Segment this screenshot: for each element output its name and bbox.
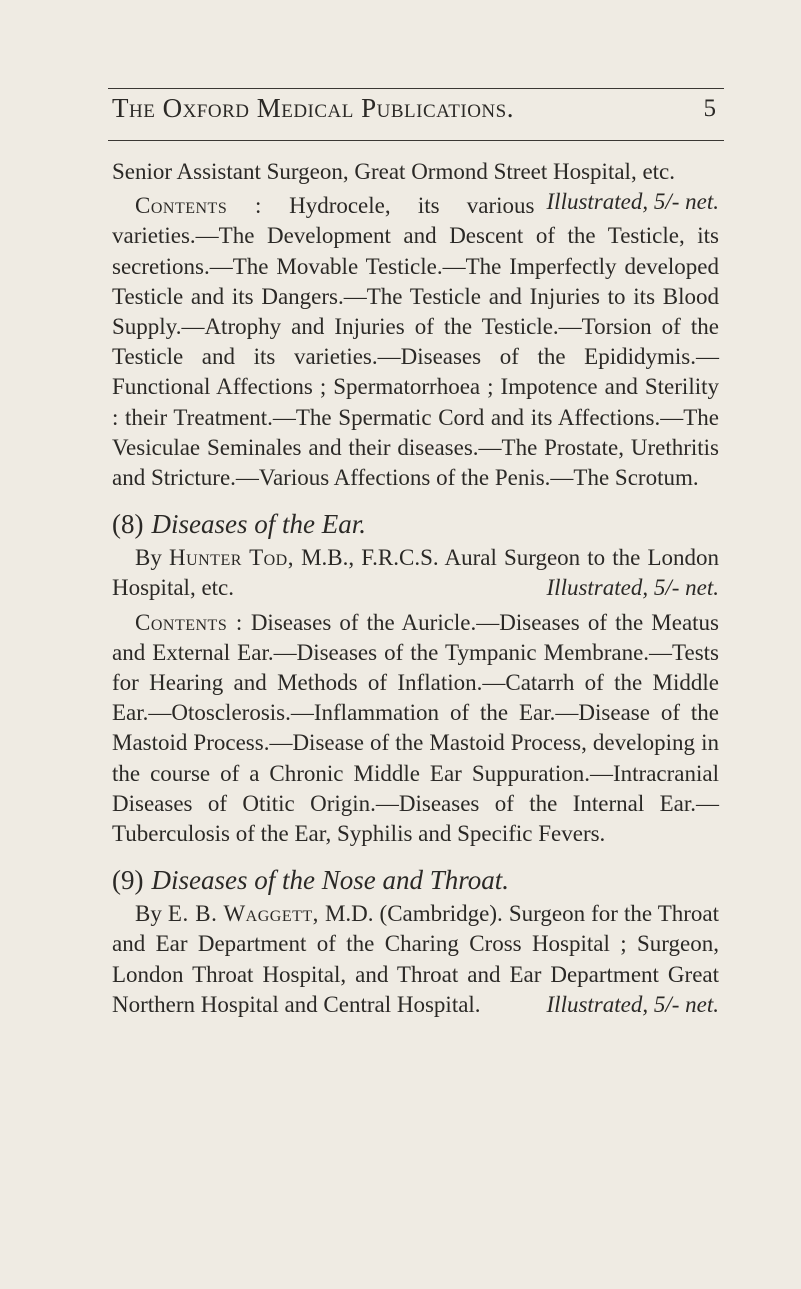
- entry-contents: [112, 608, 719, 850]
- contents-text: Hydrocele, its various varieties.—The Development and Descent of the Testicle, its secretions.—The Movable Testicle.—The Imperfectly developed Testicle and its Dangers.—The Testicle and Injuries to its Blood Supply.—Atrophy and Injuries of the Testicle.—Torsion of the Testicle and its varieties.—Diseases of the Epididymis.—Functional Affections ; Spermatorrhoea ; Impotence and Sterility : their Treatment.—The Spermatic Cord and its Affections.—The Vesiculae Seminales and their diseases.—The Prostate, Urethritis and Stricture.—Various Affections of the Penis.—The Scrotum.: [112, 193, 719, 491]
- page-body: [112, 157, 719, 1020]
- price-label: Illustrated, 5/- net.: [546, 575, 719, 601]
- running-title: The Oxford Medical Publications.: [112, 93, 514, 123]
- entry-byline: [112, 899, 719, 1020]
- entry-contents: [112, 191, 719, 493]
- byline-text: Senior Assistant Surgeon, Great Ormond Street Hospital, etc.: [112, 159, 675, 184]
- price-label: Illustrated, 5/- net.: [546, 991, 719, 1017]
- page-number: 5: [703, 95, 716, 122]
- price-label: Illustrated, 5/- net.: [546, 189, 719, 215]
- section-number: (9): [112, 865, 144, 896]
- section-title: Diseases of the Ear.: [151, 509, 366, 540]
- author-name: E. B. Waggett,: [167, 901, 319, 927]
- contents-label: Contents :: [135, 609, 243, 635]
- entry-byline: [112, 543, 719, 603]
- section-number: (8): [112, 509, 144, 540]
- section-heading: [112, 863, 719, 897]
- byline-text: M.D. (Cambridge). Surgeon for the Throat and Ear Department of the Charing Cross Hospital ; Surgeon, London Throat Hospital, and Throat and Ear Department Great Northern Hospital and Central Hospital.: [112, 901, 720, 1017]
- by-word: By: [135, 545, 162, 571]
- page-header: [112, 93, 716, 143]
- author-name: Hunter Tod,: [168, 545, 294, 571]
- header-top-rule: [108, 88, 724, 89]
- by-word: By: [135, 901, 162, 927]
- entry-diseases-of-ear: [112, 507, 719, 849]
- contents-label: Contents :: [135, 193, 262, 219]
- section-title: Diseases of the Nose and Throat.: [151, 865, 509, 896]
- entry-diseases-of-nose-throat: [112, 863, 719, 1020]
- contents-text: Diseases of the Auricle.—Diseases of the Meatus and External Ear.—Diseases of the Tympanic Membrane.—Tests for Hearing and Methods of Inflation.—Catarrh of the Middle Ear.—Otosclerosis.—Inflammation of the Ear.—Disease of the Mastoid Process.—Disease of the Mastoid Process, developing in the course of a Chronic Middle Ear Suppuration.—Intracranial Diseases of Otitic Origin.—Diseases of the Internal Ear.—Tuberculosis of the Ear, Syphilis and Specific Fevers.: [112, 609, 719, 847]
- entry-continued: [112, 157, 719, 493]
- header-bottom-rule: [108, 140, 724, 141]
- section-heading: [112, 507, 719, 541]
- byline-text: M.B., F.R.C.S. Aural Surgeon to the London Hospital, etc.: [112, 545, 720, 601]
